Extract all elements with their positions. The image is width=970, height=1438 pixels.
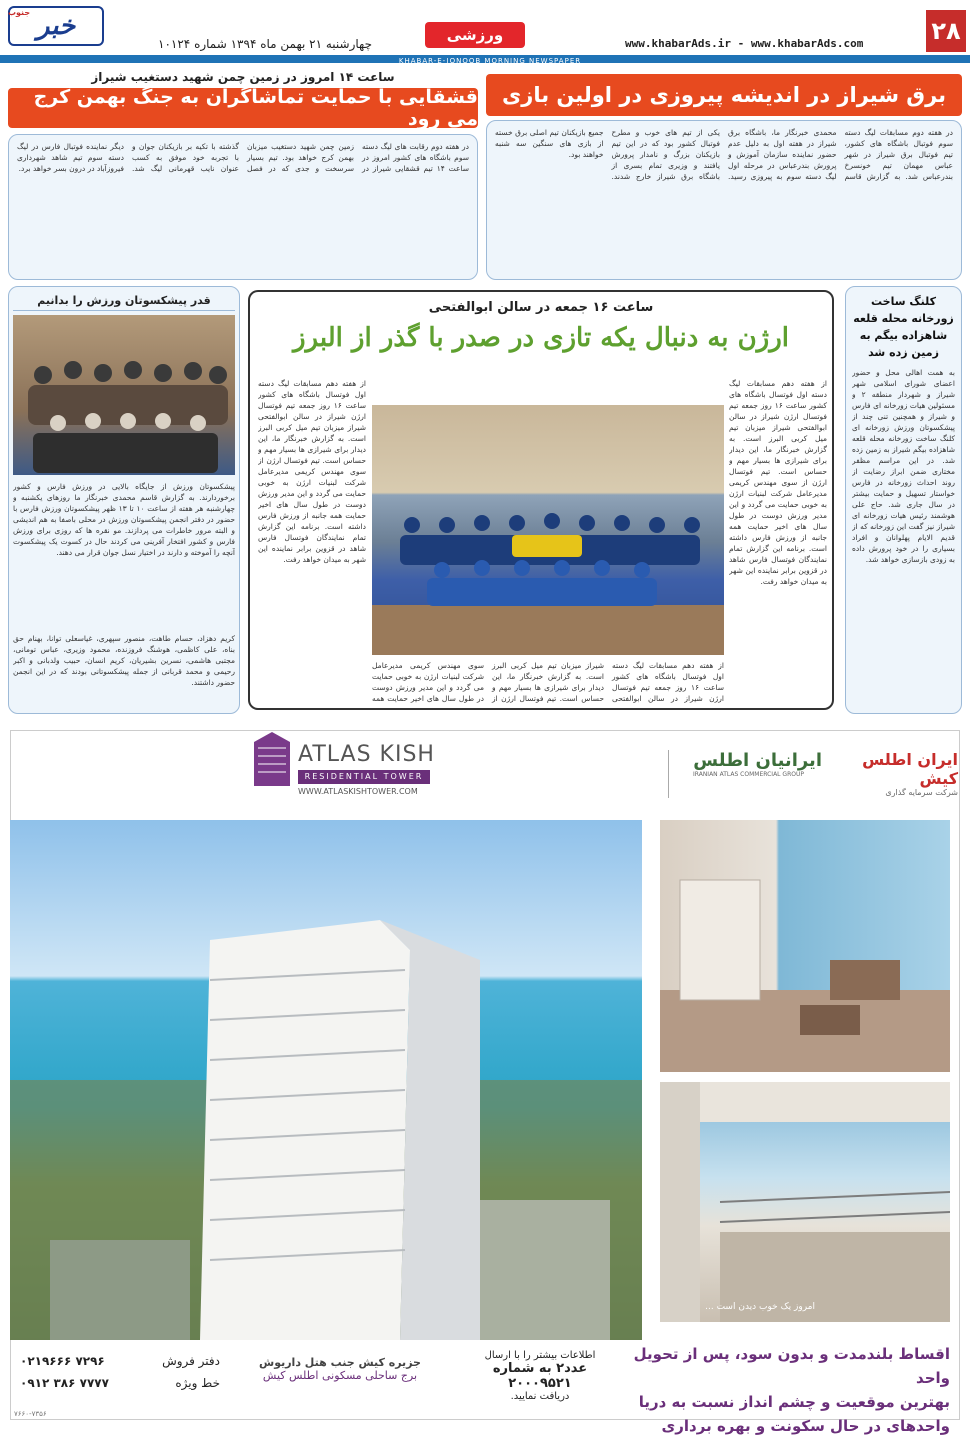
zurkhaneh-title: کلنگ ساخت زورخانه محله قلعه شاهزاده بیگم به زمین زده شد — [853, 295, 954, 359]
veterans-body: پیشکسوتان ورزش از جایگاه بالایی در ورزش فارس و کشور برخوردارند. به گزارش قاسم محمدی خبرنگار ما روزهای یکشنبه و چهارشنبه هر هفته از ساعت ۱۰ تا ۱۳ ظهر پیشکسوتان ورزش فارس با حضور در دفتر انجمن پیشکسوتان ورزش در محلی باصفا به هم اندیشی و البته مرور خاطرات می پردازند. مو نقره ها که روزی برای ورزش فارس و کشور افتخار آفرینی می کردند حال در کسوت یک پیشکسوت آنچه را آموخته و دارند در اختیار نسل جوان قرار می دهند. — [13, 482, 235, 557]
partner-iranian-atlas — [668, 750, 828, 798]
ad-brand-sub: RESIDENTIAL TOWER — [298, 770, 430, 784]
zurkhaneh-body: به همت اهالی محل و حضور اعضای شورای اسلامی شهر شیراز و شهردار منطقه ۲ و مسئولین هیات زورخانه ای فارس و شیراز و همچنین تنی چند از پیشکسوتان ورزش زورخانه ای کلنگ ساخت زورخانه محله قلعه شاهزاده بیگم شیراز به زمین زده شد. در این مراسم مظفر مختاری ضمن ابراز رضایت از روند احداث زورخانه در فارس خواستار تسهیل و حمایت بیشتر در سال جاری شد. حاج علی هوشمند رئیس هیات زورخانه ای شیراز نیز گفت این زورخانه که از قدیم الایام پهلوانان و افراد بسیاری را در خود پرورش داده به زودی بازسازی خواهد شد. — [852, 368, 955, 564]
barq-headline: برق شیراز در اندیشه پیروزی در اولین بازی — [486, 74, 962, 116]
page-header — [0, 0, 970, 65]
tower-photo — [10, 820, 642, 1340]
sms-info-tail: دریافت نمایید. — [510, 1391, 570, 1402]
partner2-sub: شرکت سرمایه گذاری — [885, 788, 958, 797]
ad-location — [230, 1356, 450, 1382]
balcony-photo — [660, 820, 950, 1072]
benefit-item: واحدهای در حال سکونت و بهره برداری — [661, 1417, 950, 1435]
qashqai-kicker: ساعت ۱۴ امروز در زمین چمن شهید دستغیب شیراز — [91, 70, 395, 84]
arzhan-col-2: از هفته دهم مسابقات لیگ دسته اول فوتسال باشگاه های کشور ساعت ۱۶ روز جمعه تیم فوتسال ارژن شیراز در سالن ابوالفتحی شیراز میزبان تیم میل کربی البرز است. به گزارش خبرنگار ما، این دیدار برای شیرازی ها بسیار مهم و حساس است. تیم فوتسال ارژن از سوی مهندس کریمی مدیرعامل شرکت لبنیات ارژن به خوبی حمایت می گردد و این مدیر ورزش دوست در طول سال های اخیر حمایت همه جانبه از ورزش فارس داشته است. برنامه این گزارش تمام نمایندگان فوتسال فارس شاهد در قزوین برابر نماینده این شهر به میدان خواهد رفت. — [258, 379, 366, 564]
veterans-figures — [13, 315, 235, 475]
office-label: دفتر فروش — [162, 1354, 220, 1368]
partner-atlas-kish — [838, 750, 958, 798]
veterans-title: قدر پیشکسوتان ورزش را بدانیم — [13, 291, 235, 311]
barq-body: در هفته دوم مسابقات لیگ دسته سوم فوتبال باشگاه های کشور، تیم فوتبال برق شیراز در شهر عباس مهمان تیم خونسرخ بندرعباس شد. به گزارش قاسم محمدی خبرنگار ما، باشگاه برق شیراز در هفته اول به دلیل عدم حضور نماینده سازمان آموزش و پرورش بندرعباس در مرحله اول لیگ دسته سوم به پیروزی رسید. یکی از تیم های خوب و مطرح فوتبال کشور بود که در این تیم بازیکنان بزرگ و نامدار پرورش یافتند و وزیری تمام بسری از باشگاه برق شیراز خارج شدند. جمیع بازیکنان تیم اصلی برق خسته از بازی های سنگین سه شنبه خواهند بود. — [495, 128, 953, 181]
arzhan-col-1: از هفته دهم مسابقات لیگ دسته اول فوتسال باشگاه های کشور ساعت ۱۶ روز جمعه تیم فوتسال ارژن شیراز در سالن ابوالفتحی شیراز میزبان تیم میل کربی البرز است. به گزارش خبرنگار ما، این دیدار برای شیرازی ها بسیار مهم و حساس است. تیم فوتسال ارژن از سوی مهندس کریمی مدیرعامل شرکت لبنیات ارژن به خوبی حمایت می گردد و این مدیر ورزش دوست در طول سال های اخیر حمایت همه جانبه از ورزش فارس داشته است. برنامه این گزارش تمام نمایندگان فوتسال فارس شاهد در قزوین برابر نماینده این شهر به میدان خواهد رفت. — [729, 379, 827, 586]
veterans-names: کریم دهزاد، حسام طاهت، منصور سپهری، غیاسعلی توانا، بهنام حق بناه، علی کاظمی، هوشنگ فروزنده، محمود وزیری، عباس تومانی، مجتبی هاشمی، نسرین بشیریان، کریم انسان، حبیب ولدبانی و اکبر رحیمی و محمد قربانی از جمله پیشکسوتانی بودند که در این انجمن حضور داشتند. — [13, 634, 235, 687]
partner1-sub: IRANIAN ATLAS COMMERCIAL GROUP — [693, 771, 804, 778]
futsal-team-photo — [372, 405, 724, 655]
sidebar-veterans — [8, 286, 240, 714]
qashqai-headline: قشقایی با حمایت تماشاگران به جنگ بهمن کرج می رود — [8, 88, 478, 128]
issue-date: چهارشنبه ۲۱ بهمن ماه ۱۳۹۴ شماره ۱۰۱۲۴ — [158, 37, 372, 51]
hotline-label: خط ویژه — [175, 1376, 220, 1390]
barq-story — [486, 120, 962, 280]
benefits-list — [620, 1342, 950, 1438]
site-urls[interactable]: www.khabarAds.ir - www.khabarAds.com — [625, 37, 864, 50]
ad-code: ۷۶۶۰-۷۳۵۶ — [14, 1410, 47, 1418]
newspaper-logo: خبر — [8, 6, 104, 46]
sea-view-illustration — [660, 1082, 950, 1322]
contact-phones — [20, 1350, 220, 1394]
page-number: ۲۸ — [926, 10, 966, 52]
newspaper-latin-name: KHABAR-E-JONOOB MORNING NEWSPAPER — [398, 57, 582, 65]
benefit-item: بهترین موقعیت و چشم انداز نسبت به دریا — [638, 1393, 950, 1411]
location-sub: برج ساحلی مسکونی اطلس کیش — [262, 1369, 418, 1382]
hotline-phone[interactable]: ۰۹۱۲ ۳۸۶ ۷۷۷۷ — [20, 1376, 109, 1390]
arzhan-kicker: ساعت ۱۶ جمعه در سالن ابوالفتحی — [428, 300, 654, 315]
sea-view-caption: امروز یک خوب دیدن است ... — [705, 1302, 815, 1312]
benefit-item: اقساط بلندمدت و بدون سود، پس از تحویل واحد — [633, 1345, 950, 1387]
atlas-kish-ad[interactable] — [0, 720, 970, 1435]
team-figures — [372, 405, 724, 655]
sms-info — [470, 1350, 610, 1402]
partner2-name: ایران اطلس کیش — [862, 750, 958, 788]
location-text: جزیره کیش جنب هتل داریوش — [259, 1356, 421, 1369]
ad-brand-url[interactable]: WWW.ATLASKISHTOWER.COM — [298, 787, 418, 796]
sea-view-photo — [660, 1082, 950, 1322]
atlas-tower-logo — [250, 732, 294, 786]
balcony-illustration — [660, 820, 950, 1072]
qashqai-body: در هفته دوم رقابت های لیگ دسته سوم باشگاه های کشور امروز در ساعت ۱۴ تیم قشقایی شیراز در زمین چمن شهید دستغیب میزبان بهمن کرج خواهد بود. تیم بسیار سرسخت و جدی که در فصل گذشته با تکیه بر بازیکنان جوان و با تجربه خود موفق به کسب عنوان نایب قهرمانی لیگ شد. دیگر نماینده فوتبال فارس در لیگ دسته سوم تیم شاهد شهرداری فیروزآباد در درون بسر خواهد برد. — [17, 142, 469, 173]
sms-number[interactable]: عدد۲ به شماره ۲۰۰۰۹۵۲۱ — [492, 1361, 588, 1391]
logo-subtitle: جنوب — [8, 8, 31, 17]
arzhan-col-3: از هفته دهم مسابقات لیگ دسته اول فوتسال باشگاه های کشور ساعت ۱۶ روز جمعه تیم فوتسال ارژن شیراز در سالن ابوالفتحی شیراز میزبان تیم میل کربی البرز است. به گزارش خبرنگار ما، این دیدار برای شیرازی ها بسیار مهم و حساس است. تیم فوتسال ارژن از سوی مهندس کریمی مدیرعامل شرکت لبنیات ارژن به خوبی حمایت می گردد و این مدیر ورزش دوست در طول سال های اخیر حمایت همه — [372, 661, 724, 703]
section-badge: ورزشی — [425, 22, 525, 48]
sms-info-title: اطلاعات بیشتر را با ارسال — [484, 1350, 596, 1361]
veterans-photo — [13, 315, 235, 475]
qashqai-story — [8, 134, 478, 280]
office-phone[interactable]: ۰۲۱۹۶۶۶ ۷۲۹۶ — [20, 1354, 105, 1368]
arzhan-headline: ارژن به دنبال یکه تازی در صدر با گذر از البرز — [292, 323, 790, 353]
ad-brand: ATLAS KISH — [298, 742, 435, 767]
sidebar-zurkhaneh — [845, 286, 962, 714]
partner1-name: ایرانیان اطلس — [693, 750, 822, 771]
tower-illustration — [10, 820, 642, 1340]
